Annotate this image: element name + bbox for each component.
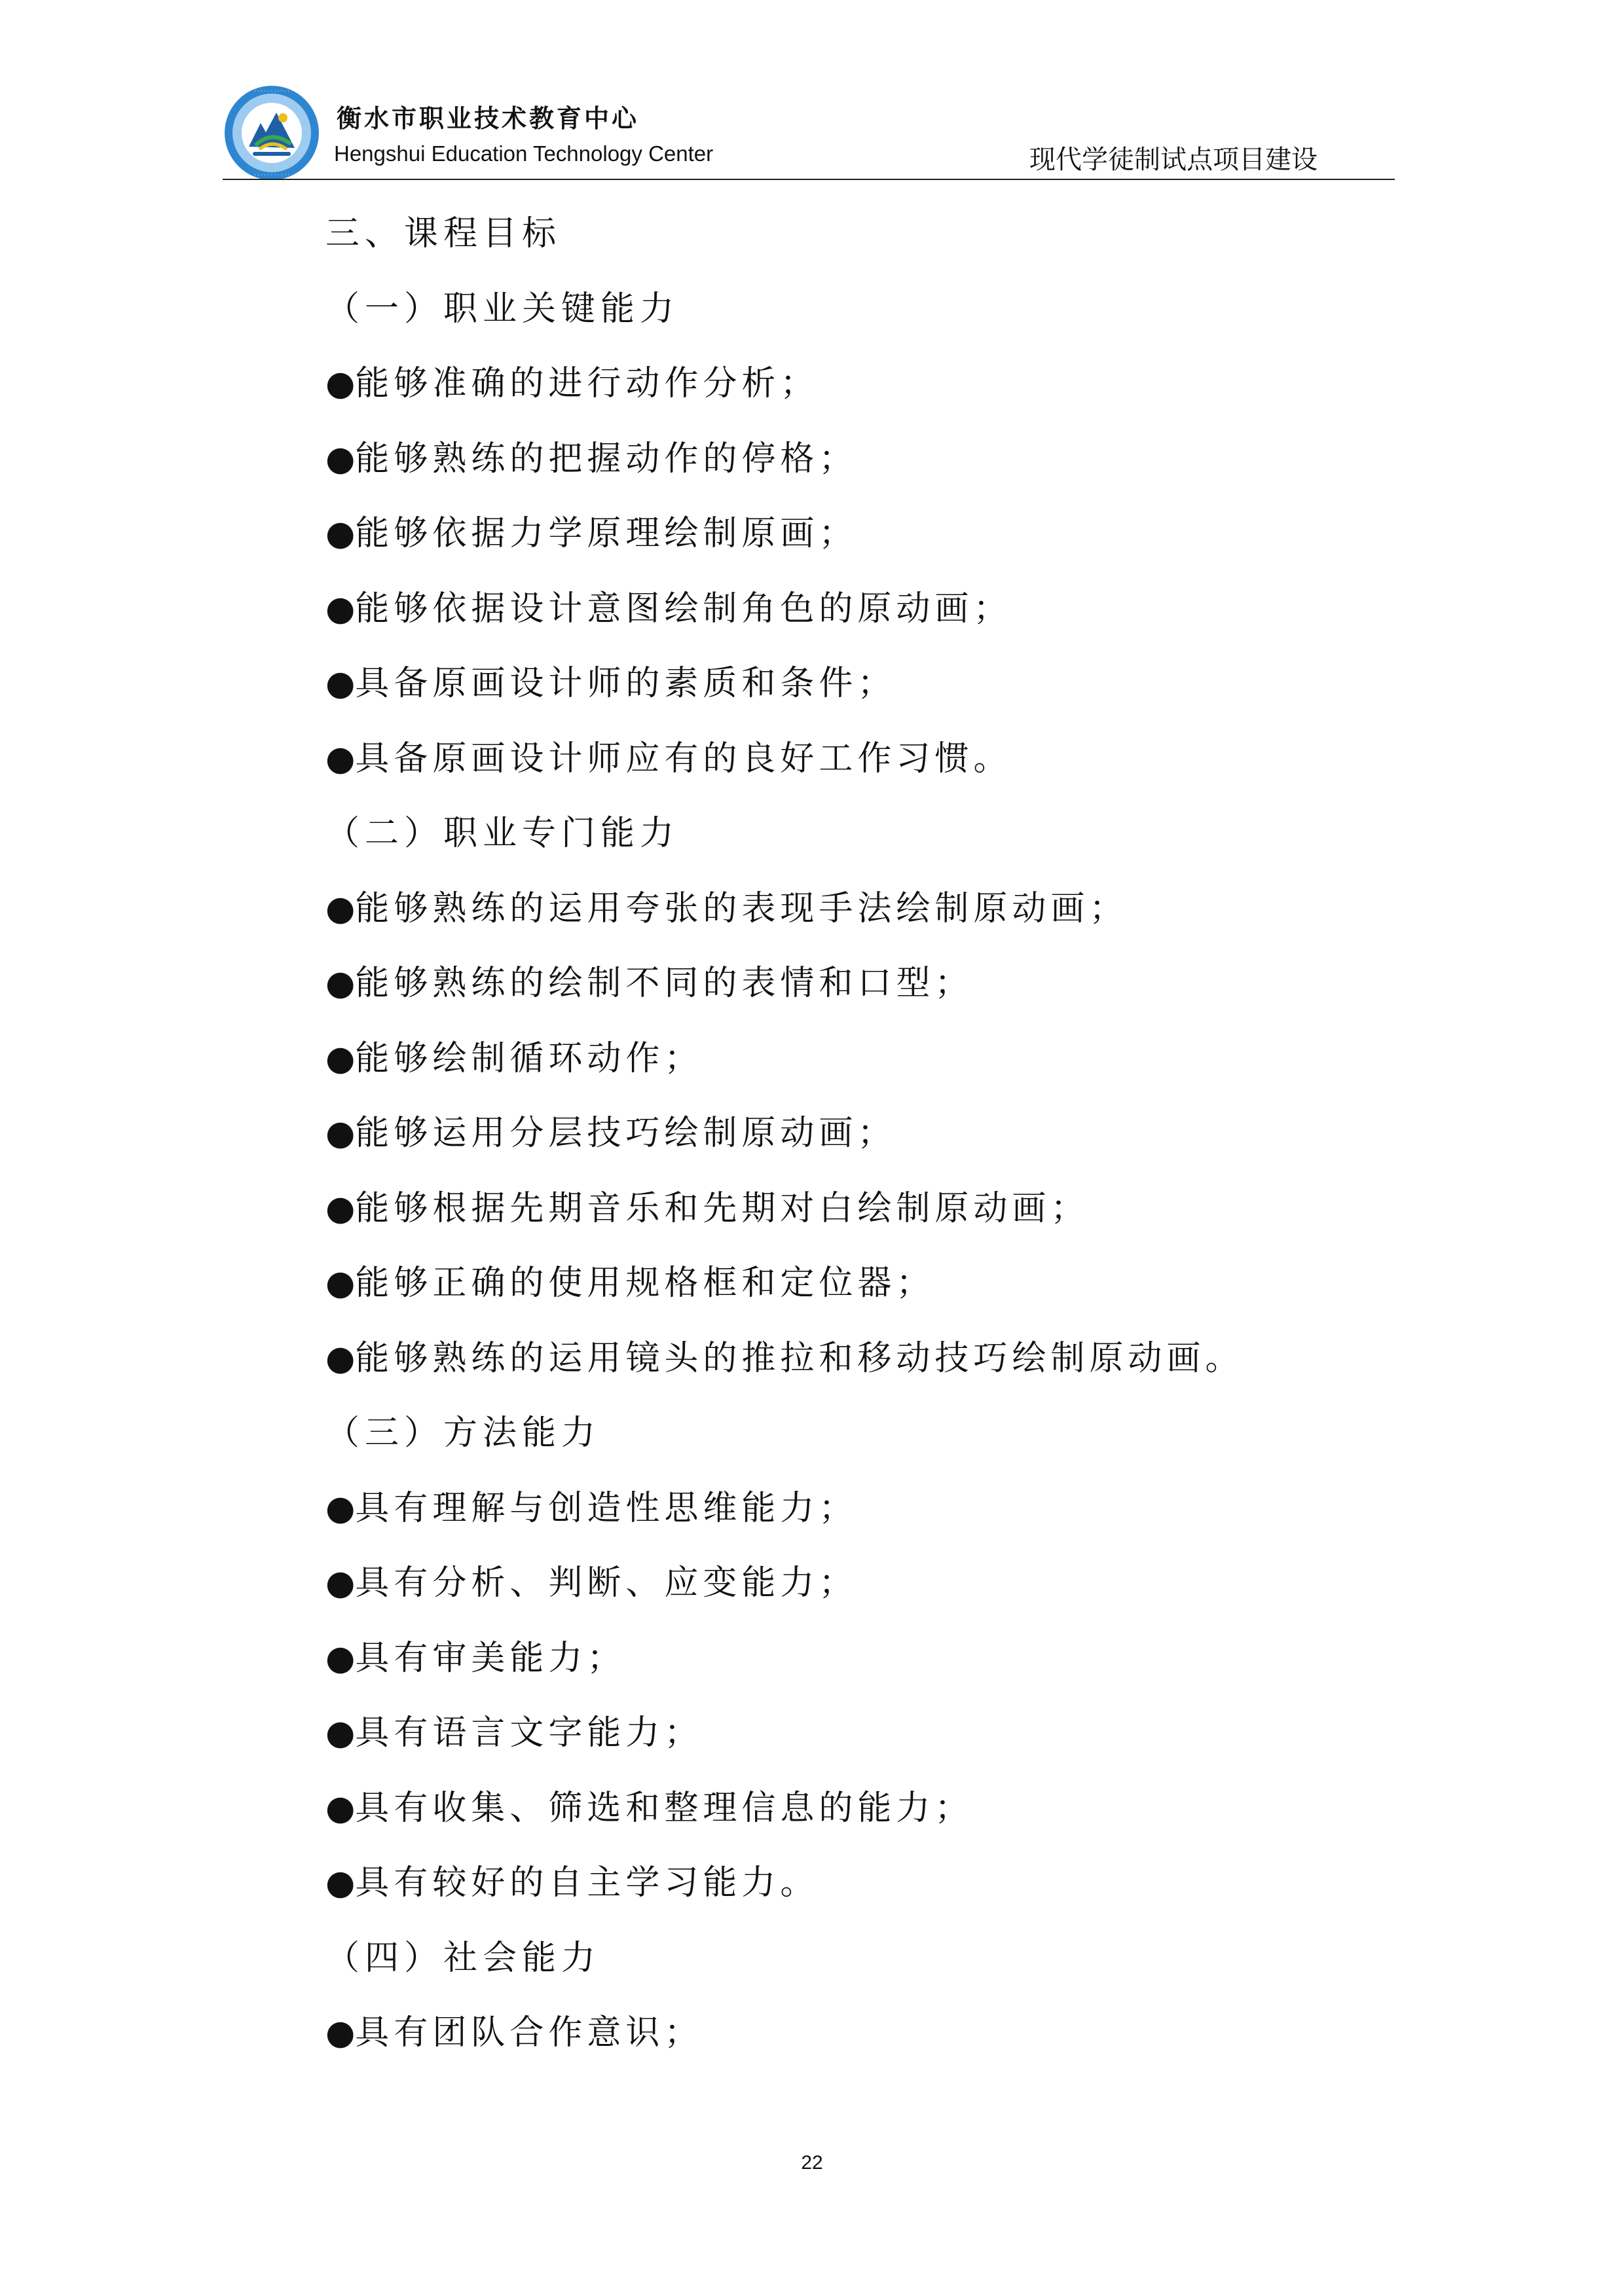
list-item-text: 具有审美能力； bbox=[355, 1638, 626, 1678]
bullet-icon: ● bbox=[325, 589, 356, 629]
subsection-title: （二）职业专门能力 bbox=[325, 814, 680, 853]
list-item bbox=[325, 346, 1399, 422]
bullet-icon: ● bbox=[325, 1788, 356, 1828]
bullet-icon: ● bbox=[325, 1188, 356, 1228]
list-item bbox=[325, 1846, 1399, 1921]
bullet-icon: ● bbox=[325, 738, 356, 778]
list-item bbox=[325, 572, 1399, 647]
list-item-text: 能够熟练的绘制不同的表情和口型； bbox=[355, 964, 974, 1003]
list-item-text: 能够根据先期音乐和先期对白绘制原动画； bbox=[355, 1188, 1090, 1228]
page-number: 22 bbox=[801, 2152, 823, 2174]
svg-text:· · · · · · · · · · ·: · · · · · · · · · · · bbox=[254, 172, 289, 178]
bullet-icon: ● bbox=[325, 1264, 356, 1303]
list-item bbox=[325, 646, 1399, 721]
subsection-title: （一）职业关键能力 bbox=[325, 289, 680, 329]
page-header bbox=[223, 84, 1395, 182]
svg-text:· · · · · · · · · · ·: · · · · · · · · · · · bbox=[254, 88, 289, 94]
list-item-text: 具有语言文字能力； bbox=[355, 1713, 703, 1753]
list-item-text: 具有理解与创造性思维能力； bbox=[355, 1488, 858, 1528]
list-item bbox=[325, 1621, 1399, 1696]
bullet-icon: ● bbox=[325, 364, 356, 403]
list-item bbox=[325, 871, 1399, 947]
list-item-text: 能够熟练的运用镜头的推拉和移动技巧绘制原动画。 bbox=[355, 1338, 1244, 1378]
list-item bbox=[325, 1246, 1399, 1321]
document-body bbox=[325, 196, 1399, 2071]
bullet-icon: ● bbox=[325, 1863, 356, 1903]
list-item-text: 能够熟练的运用夸张的表现手法绘制原动画； bbox=[355, 888, 1128, 928]
section-heading: 三、课程目标 bbox=[325, 214, 562, 253]
list-item-text: 具备原画设计师的素质和条件； bbox=[355, 664, 896, 703]
list-item-text: 能够正确的使用规格框和定位器； bbox=[355, 1264, 935, 1303]
bullet-icon: ● bbox=[325, 1038, 356, 1078]
list-item bbox=[325, 1771, 1399, 1846]
header-divider bbox=[223, 179, 1395, 180]
list-item-text: 具有收集、筛选和整理信息的能力； bbox=[355, 1788, 974, 1828]
bullet-icon: ● bbox=[325, 1114, 356, 1153]
school-emblem-icon bbox=[223, 84, 321, 182]
bullet-icon: ● bbox=[325, 964, 356, 1003]
bullet-icon: ● bbox=[325, 664, 356, 703]
list-item bbox=[325, 1321, 1399, 1396]
list-item bbox=[325, 1696, 1399, 1771]
bullet-icon: ● bbox=[325, 1488, 356, 1528]
list-item bbox=[325, 1171, 1399, 1247]
list-item bbox=[325, 1021, 1399, 1097]
org-name-cn: 衡水市职业技术教育中心 bbox=[337, 103, 640, 133]
subsection-title: （三）方法能力 bbox=[325, 1413, 601, 1453]
list-item-text: 能够熟练的把握动作的停格； bbox=[355, 439, 858, 479]
list-item bbox=[325, 1471, 1399, 1546]
list-item-text: 能够依据力学原理绘制原画； bbox=[355, 514, 858, 553]
bullet-icon: ● bbox=[325, 514, 356, 553]
bullet-icon: ● bbox=[325, 439, 356, 479]
list-item-text: 具有分析、判断、应变能力； bbox=[355, 1563, 858, 1603]
bullet-icon: ● bbox=[325, 1338, 356, 1378]
list-item-text: 具有较好的自主学习能力。 bbox=[355, 1863, 819, 1903]
list-item-text: 能够准确的进行动作分析； bbox=[355, 364, 819, 403]
subsection-title: （四）社会能力 bbox=[325, 1938, 601, 1978]
list-item-text: 能够绘制循环动作； bbox=[355, 1038, 703, 1078]
bullet-icon: ● bbox=[325, 888, 356, 928]
bullet-icon: ● bbox=[325, 1563, 356, 1603]
bullet-icon: ● bbox=[325, 1713, 356, 1753]
list-item bbox=[325, 422, 1399, 497]
bullet-icon: ● bbox=[325, 2013, 356, 2052]
list-item-text: 能够依据设计意图绘制角色的原动画； bbox=[355, 589, 1012, 629]
list-item bbox=[325, 1995, 1399, 2071]
list-item bbox=[325, 1546, 1399, 1621]
org-name-en: Hengshui Education Technology Center bbox=[334, 141, 714, 166]
list-item bbox=[325, 721, 1399, 797]
list-item-text: 具有团队合作意识； bbox=[355, 2013, 703, 2052]
project-title: 现代学徒制试点项目建设 bbox=[1029, 145, 1318, 175]
list-item bbox=[325, 496, 1399, 572]
list-item bbox=[325, 946, 1399, 1021]
list-item bbox=[325, 1096, 1399, 1171]
list-item-text: 能够运用分层技巧绘制原动画； bbox=[355, 1114, 896, 1153]
bullet-icon: ● bbox=[325, 1638, 356, 1678]
list-item-text: 具备原画设计师应有的良好工作习惯。 bbox=[355, 738, 1012, 778]
